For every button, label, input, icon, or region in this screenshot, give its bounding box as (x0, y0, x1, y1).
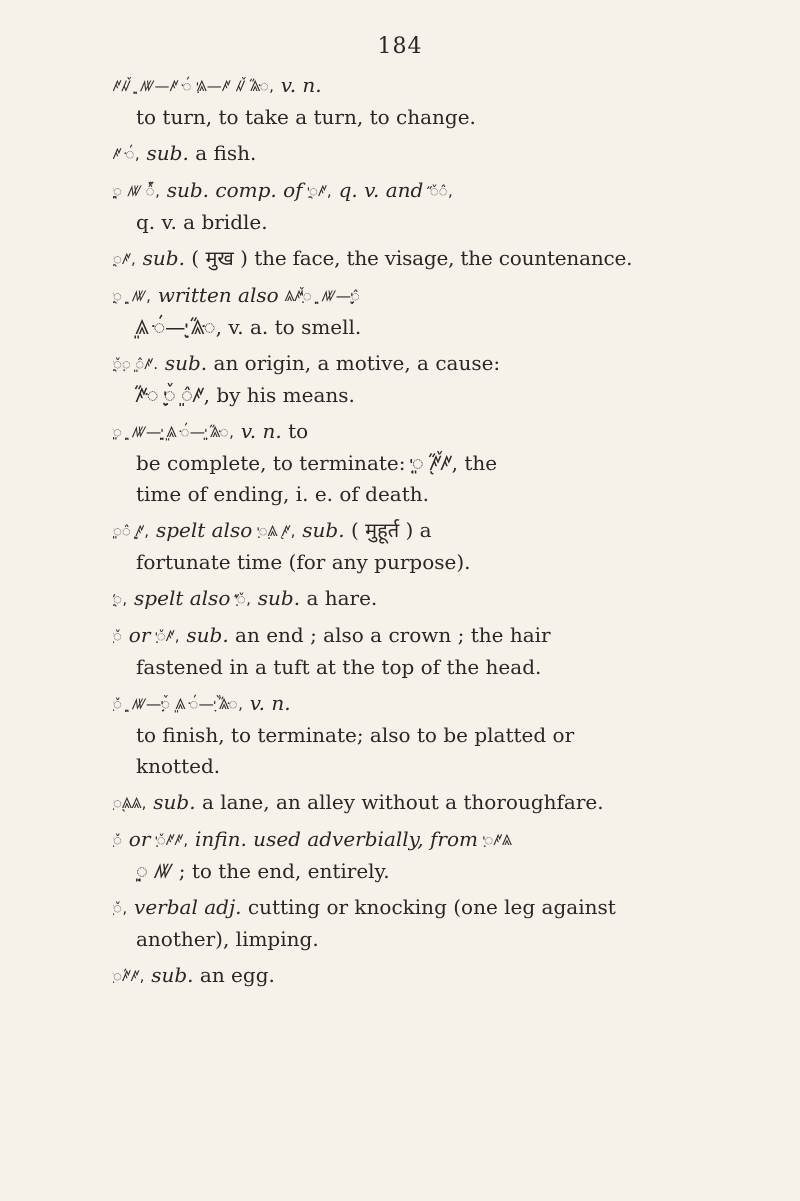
entry-0-def-0: to turn, to take a turn, to change. (136, 105, 476, 129)
entry-6-def-0: to (288, 419, 309, 443)
entry-8-headword: ꥋꥌꥐ, (113, 590, 128, 608)
entry-8-line-1 (113, 583, 783, 615)
entry-3 (113, 243, 783, 275)
entry-13-def-0: cutting or knocking (one leg against (247, 895, 616, 919)
entry-7-def-1: fortunate time (for any purpose). (136, 550, 471, 574)
entry-6-line-1 (113, 416, 783, 448)
entry-4 (113, 280, 783, 343)
entry-6 (113, 416, 783, 510)
entry-8-grammar2: sub. (257, 586, 301, 610)
entry-12-ref-word: ꥋꥆꥃ (484, 831, 512, 849)
entry-9-grammar2: sub. (186, 623, 229, 647)
entry-10-def-0: to finish, to terminate; also to be platted or (136, 723, 575, 747)
entry-11-grammar: sub. (153, 790, 196, 814)
entry-2-ref-word: ꥋꥌꥆ, (308, 182, 333, 200)
entry-9-def-0: an end ; also a crown ; the hair (235, 623, 551, 647)
entry-5-line-1 (113, 348, 783, 380)
entry-2-ref-text: q. v. and (338, 178, 424, 202)
entry-12-headword: ꥋꥑ (113, 831, 123, 849)
entry-1-line-1 (113, 138, 783, 170)
entry-2 (113, 175, 783, 238)
entry-4-line-1 (113, 280, 783, 312)
entry-2-def-0: q. v. a bridle. (136, 210, 268, 234)
entry-6-def-1: be complete, to terminate: ꥋꥍ ꥆꥌꥑꥐꥆ, the (136, 451, 498, 475)
entry-9-def-1: fastened in a tuft at the top of the head. (136, 655, 542, 679)
entry-0 (113, 70, 783, 133)
entry-9-grammar: or (128, 623, 151, 647)
entry-10-def-1: knotted. (136, 754, 221, 778)
entry-4-grammar: written also (157, 283, 279, 307)
entry-14-line-1 (113, 960, 783, 992)
entry-4-def-0: ꥃꥍ ꥏꥇ—ꥋꥌꥋ ꥃꥐꥇ, v. a. to smell. (136, 315, 362, 339)
entry-11-line-1 (113, 787, 783, 819)
entry-12-grammar2: infin. used adverbially, from (194, 827, 478, 851)
entry-2-headword: ꥋꥌꥍ ꥄ ꥐꥑꥊ, (113, 182, 161, 200)
entry-10 (113, 688, 783, 782)
entry-11-def-0: a lane, an alley without a thoroughfare. (201, 790, 604, 814)
entry-12 (113, 824, 783, 887)
entry-1-headword: ꥆ ꥏꥇ, (113, 145, 141, 163)
entry-2-line-1 (113, 175, 783, 207)
entry-7-devanagari: ( मुहूर्त ) (350, 518, 414, 542)
entry-3-def-0: the face, the visage, the countenance. (254, 246, 633, 270)
page-number: 184 (377, 34, 423, 59)
entry-13-def-1: another), limping. (136, 927, 319, 951)
entry-12-alt-form: ꥋꥑꥆꥆ, (156, 831, 189, 849)
entry-11 (113, 787, 783, 819)
entry-0-line-1 (113, 70, 783, 102)
entry-11-headword: ꥋꥃꥌꥃ, (113, 794, 147, 812)
entry-14 (113, 960, 783, 992)
entry-12-def-0: ꥍꥈ ꥄ ; to the end, entirely. (136, 859, 390, 883)
entry-7-headword: ꥋꥍꥊ ꥍꥌꥆ, (113, 522, 150, 540)
entry-0-headword: ꥆꥂꥑ ꥍꥈ ꥄ—ꥆ ꥏꥇ ꥃꥋ—ꥆ ꥂꥑ ꥃꥐꥇ, (113, 77, 275, 95)
entry-2-grammar: sub. comp. of (166, 178, 303, 202)
entry-13 (113, 892, 783, 955)
entry-3-grammar: sub. (142, 246, 185, 270)
entry-3-devanagari: ( मुख ) (191, 246, 248, 270)
entry-8-alt-form: ꥋꥑꥐ, (236, 590, 252, 608)
entry-10-headword: ꥋꥑ ꥍꥈ ꥄ—ꥋꥑꥈ ꥃꥍ ꥏꥇ—ꥋꥑ ꥃꥐꥇ, (113, 695, 244, 713)
entry-0-grammar: v. n. (280, 73, 322, 97)
entry-1-grammar: sub. (146, 141, 189, 165)
entry-13-headword: ꥋꥑ, (113, 899, 128, 917)
entry-14-grammar: sub. (151, 963, 194, 987)
entry-4-headword: ꥋꥌꥋ ꥍꥈ ꥄ, (113, 287, 152, 305)
entry-9 (113, 620, 783, 683)
entry-3-line-1 (113, 243, 783, 275)
entry-14-def-0: an egg. (199, 963, 275, 987)
entry-7-grammar: spelt also (155, 518, 253, 542)
entry-2-ref-word2: ꥐꥑꥊ, (429, 182, 454, 200)
entry-9-line-1 (113, 620, 783, 652)
entry-5-def-0: an origin, a motive, a cause: (213, 351, 501, 375)
entry-13-line-1 (113, 892, 783, 924)
entry-12-grammar: or (128, 827, 151, 851)
entry-8 (113, 583, 783, 615)
entries-list (113, 70, 783, 997)
entry-7-def-0: a (419, 518, 432, 542)
entry-10-grammar: v. n. (249, 691, 291, 715)
entry-7-line-1 (113, 515, 783, 547)
entry-8-grammar: spelt also (134, 586, 231, 610)
entry-3-headword: ꥋꥌꥆ, (113, 250, 137, 268)
entry-5-def-1: ꥆꥐꥇ ꥋꥌꥑꥈ ꥍꥊꥆ, by his means. (136, 383, 355, 407)
entry-6-def-2: time of ending, i. e. of death. (136, 482, 430, 506)
entry-1-def-0: a fish. (195, 141, 257, 165)
entry-5-grammar: sub. (164, 351, 208, 375)
entry-4-alt-form: ꥃꥆꥑꥋ ꥍꥈ ꥄ—ꥋꥌꥊꥈ (285, 287, 361, 305)
entry-6-grammar: v. n. (240, 419, 282, 443)
entry-10-line-1 (113, 688, 783, 720)
entry-9-alt-form: ꥋꥑꥆ, (156, 627, 181, 645)
entry-5 (113, 348, 783, 411)
entry-9-headword: ꥋꥑ (113, 627, 123, 645)
entry-5-headword: ꥋꥌꥑꥈ ꥍꥊꥆ. (113, 355, 159, 373)
entry-1 (113, 138, 783, 170)
entry-8-def-0: a hare. (306, 586, 378, 610)
entry-7 (113, 515, 783, 578)
entry-13-grammar: verbal adj. (134, 895, 242, 919)
entry-6-headword: ꥋꥍ ꥍꥈ ꥄ—ꥋꥍꥈ ꥃꥍ ꥏꥇ—ꥋꥍ ꥃꥐꥇ, (113, 423, 235, 441)
entry-12-line-1 (113, 824, 783, 856)
entry-7-grammar2: sub. (302, 518, 345, 542)
entry-14-headword: ꥋꥆꥏꥆ, (113, 967, 145, 985)
entry-7-alt-form: ꥋꥃꥈ ꥌꥆ, (258, 522, 296, 540)
